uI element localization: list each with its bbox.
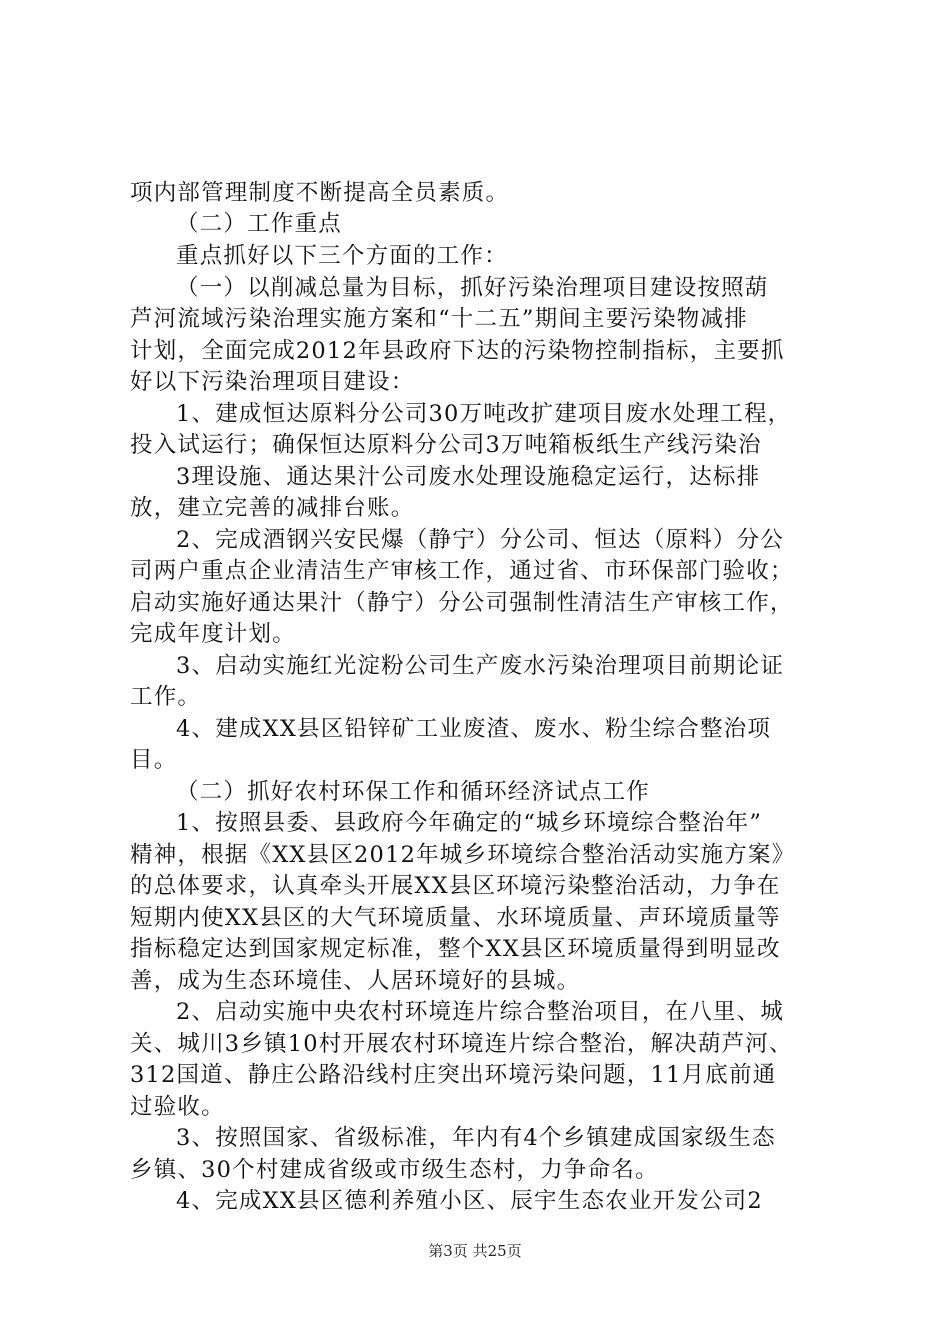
text-line: 4、完成XX县区德利养殖小区、辰宇生态农业开发公司2 [176,1188,763,1214]
text-line: 项内部管理制度不断提高全员素质。 [130,180,510,206]
text-line: 芦河流域污染治理实施方案和“十二五”期间主要污染物减排 [130,306,748,332]
text-line: 启动实施好通达果汁（静宁）分公司强制性清洁生产审核工作， [130,590,794,616]
text-line: 4、建成XX县区铅锌矿工业废渣、废水、粉尘综合整治项 [176,716,772,742]
text-line: 1、建成恒达原料分公司30万吨改扩建项目废水处理工程， [176,401,792,427]
text-line: （二）工作重点 [176,211,342,237]
text-line: 完成年度计划。 [130,621,296,647]
text-line: 的总体要求，认真牵头开展XX县区环境污染整治活动，力争在 [130,873,781,899]
text-line: 3、启动实施红光淀粉公司生产废水污染治理项目前期论证 [176,653,785,679]
text-line: 关、城川3乡镇10村开展农村环境连片综合整治，解决葫芦河、 [130,1031,793,1057]
text-line: 司两户重点企业清洁生产审核工作，通过省、市环保部门验收； [130,558,794,584]
text-line: 重点抓好以下三个方面的工作： [176,243,508,269]
text-line: 工作。 [130,684,202,710]
text-line: 投入试运行；确保恒达原料分公司3万吨箱板纸生产线污染治 [130,432,762,458]
text-line: 3、按照国家、省级标准，年内有4个乡镇建成国家级生态 [176,1125,776,1151]
text-line: 2、启动实施中央农村环境连片综合整治项目，在八里、城 [176,999,785,1025]
text-line: 1、按照县委、县政府今年确定的“城乡环境综合整治年” [176,810,763,836]
text-line: （一）以削减总量为目标，抓好污染治理项目建设按照葫 [176,275,769,301]
text-line: 计划，全面完成2012年县政府下达的污染物控制指标，主要抓 [130,338,785,364]
page-footer: 第3页 共25页 [428,1242,522,1260]
text-line: 312国道、静庄公路沿线村庄突出环境污染问题，11月底前通 [130,1062,777,1088]
text-line: 放，建立完善的减排台账。 [130,495,415,521]
text-line: 3理设施、通达果汁公司废水处理设施稳定运行，达标排 [176,464,761,490]
text-line: 目。 [130,747,178,773]
text-line: （二）抓好农村环保工作和循环经济试点工作 [176,779,651,805]
text-line: 乡镇、30个村建成省级或市级生态村，力争命名。 [130,1157,659,1183]
text-line: 善，成为生态环境佳、人居环境好的县城。 [130,968,581,994]
text-line: 短期内使XX县区的大气环境质量、水环境质量、声环境质量等 [130,905,781,931]
text-line: 指标稳定达到国家规定标准，整个XX县区环境质量得到明显改 [130,936,781,962]
text-line: 过验收。 [130,1094,225,1120]
text-line: 好以下污染治理项目建设： [130,369,415,395]
text-line: 精神，根据《XX县区2012年城乡环境综合整治活动实施方案》 [130,842,796,868]
text-line: 2、完成酒钢兴安民爆（静宁）分公司、恒达（原料）分公 [176,527,785,553]
